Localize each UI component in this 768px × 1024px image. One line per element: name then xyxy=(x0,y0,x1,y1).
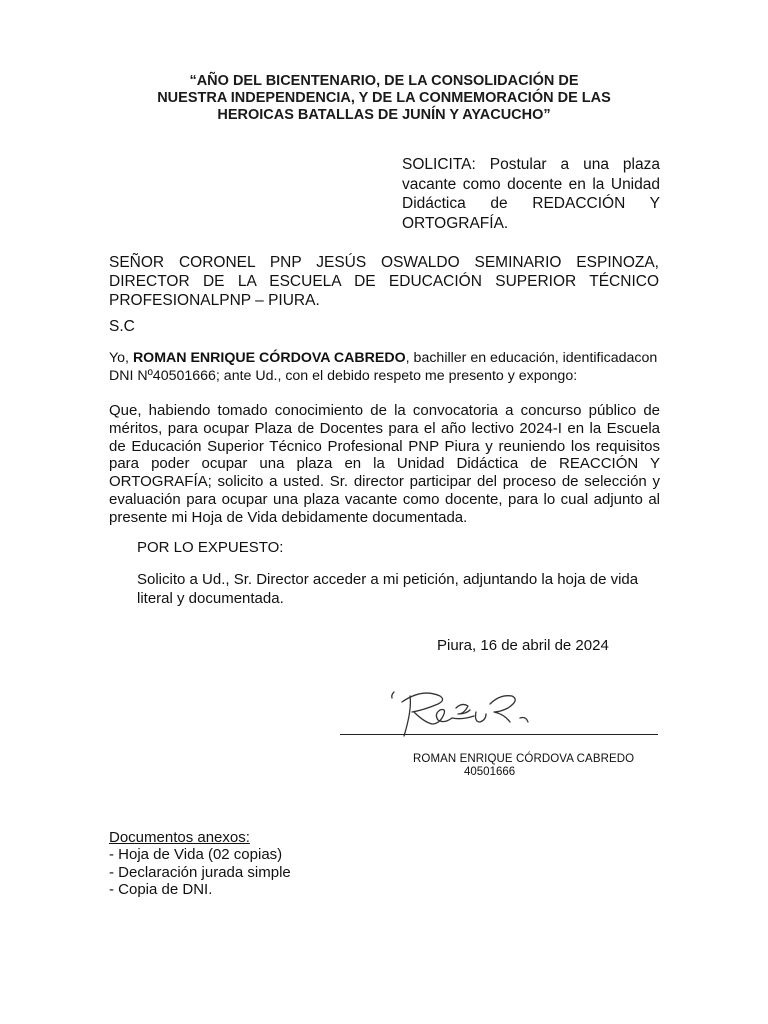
list-item: - Copia de DNI. xyxy=(109,881,213,898)
header-line: “AÑO DEL BICENTENARIO, DE LA CONSOLIDACIÓN DE xyxy=(189,73,579,89)
intro-rest: , bachiller en educación, identificadacon xyxy=(405,350,658,366)
applicant-name: ROMAN ENRIQUE CÓRDOVA CABREDO xyxy=(132,350,406,366)
date-line: Piura, 16 de abril de 2024 xyxy=(437,637,609,654)
header-line: NUESTRA INDEPENDENCIA, Y DE LA CONMEMORACIÓN DE LAS xyxy=(157,90,611,106)
solicita-line: ORTOGRAFÍA. xyxy=(402,214,509,232)
document-header xyxy=(100,73,668,124)
signatory-dni: 40501666 xyxy=(464,766,516,778)
annexes-list xyxy=(109,846,291,899)
list-item: - Hoja de Vida (02 copias) xyxy=(109,846,283,863)
annexes-title: Documentos anexos: xyxy=(109,829,250,846)
solicita-block xyxy=(402,155,660,233)
solicita-line: SOLICITA: Postular a una plaza xyxy=(402,156,660,173)
closing-paragraph: Solicito a Ud., Sr. Director acceder a mi petición, adjuntando la hoja de vida literal y documentada. xyxy=(137,571,639,607)
intro-line-1 xyxy=(109,349,661,367)
list-item: - Declaración jurada simple xyxy=(109,863,291,881)
intro-paragraph xyxy=(109,349,661,385)
intro-line-2: DNI Nº40501666; ante Ud., con el debido respeto me presento y expongo: xyxy=(109,368,578,384)
sc-label: S.C xyxy=(109,318,135,335)
addressee-line: DIRECTOR DE LA ESCUELA DE EDUCACIÓN SUPERIOR TÉCNICO xyxy=(109,273,659,290)
addressee-line: PROFESIONALPNP – PIURA. xyxy=(109,292,320,309)
handwritten-signature xyxy=(370,678,580,738)
signatory-name: ROMAN ENRIQUE CÓRDOVA CABREDO xyxy=(413,753,635,765)
expuesto-heading: POR LO EXPUESTO: xyxy=(137,539,284,556)
addressee-line: SEÑOR CORONEL PNP JESÚS OSWALDO SEMINARIO ESPINOZA, xyxy=(109,254,659,271)
addressee-block xyxy=(109,253,659,310)
solicita-line: vacante como docente en la Unidad xyxy=(402,175,660,193)
intro-prefix: Yo, xyxy=(109,350,133,366)
body-paragraph: Que, habiendo tomado conocimiento de la convocatoria a concurso público de méritos, para ocupar Plaza de Docentes para el año lectivo 2024-I en la Escuela de Educación Superior Técnico Profesional PNP Piura y reuniendo los requisitos para poder ocupar una plaza en la Unidad Didáctica de REACCIÓN Y ORTOGRAFÍA; solicito a usted. Sr. director participar del proceso de selección y evaluación para ocupar una plaza vacante como docente, para lo cual adjunto al presente mi Hoja de Vida debidamente documentada. xyxy=(109,402,660,526)
header-line: HEROICAS BATALLAS DE JUNÍN Y AYACUCHO” xyxy=(217,107,551,123)
solicita-line: Didáctica de REDACCIÓN Y xyxy=(402,195,660,212)
signature-line xyxy=(340,734,658,735)
